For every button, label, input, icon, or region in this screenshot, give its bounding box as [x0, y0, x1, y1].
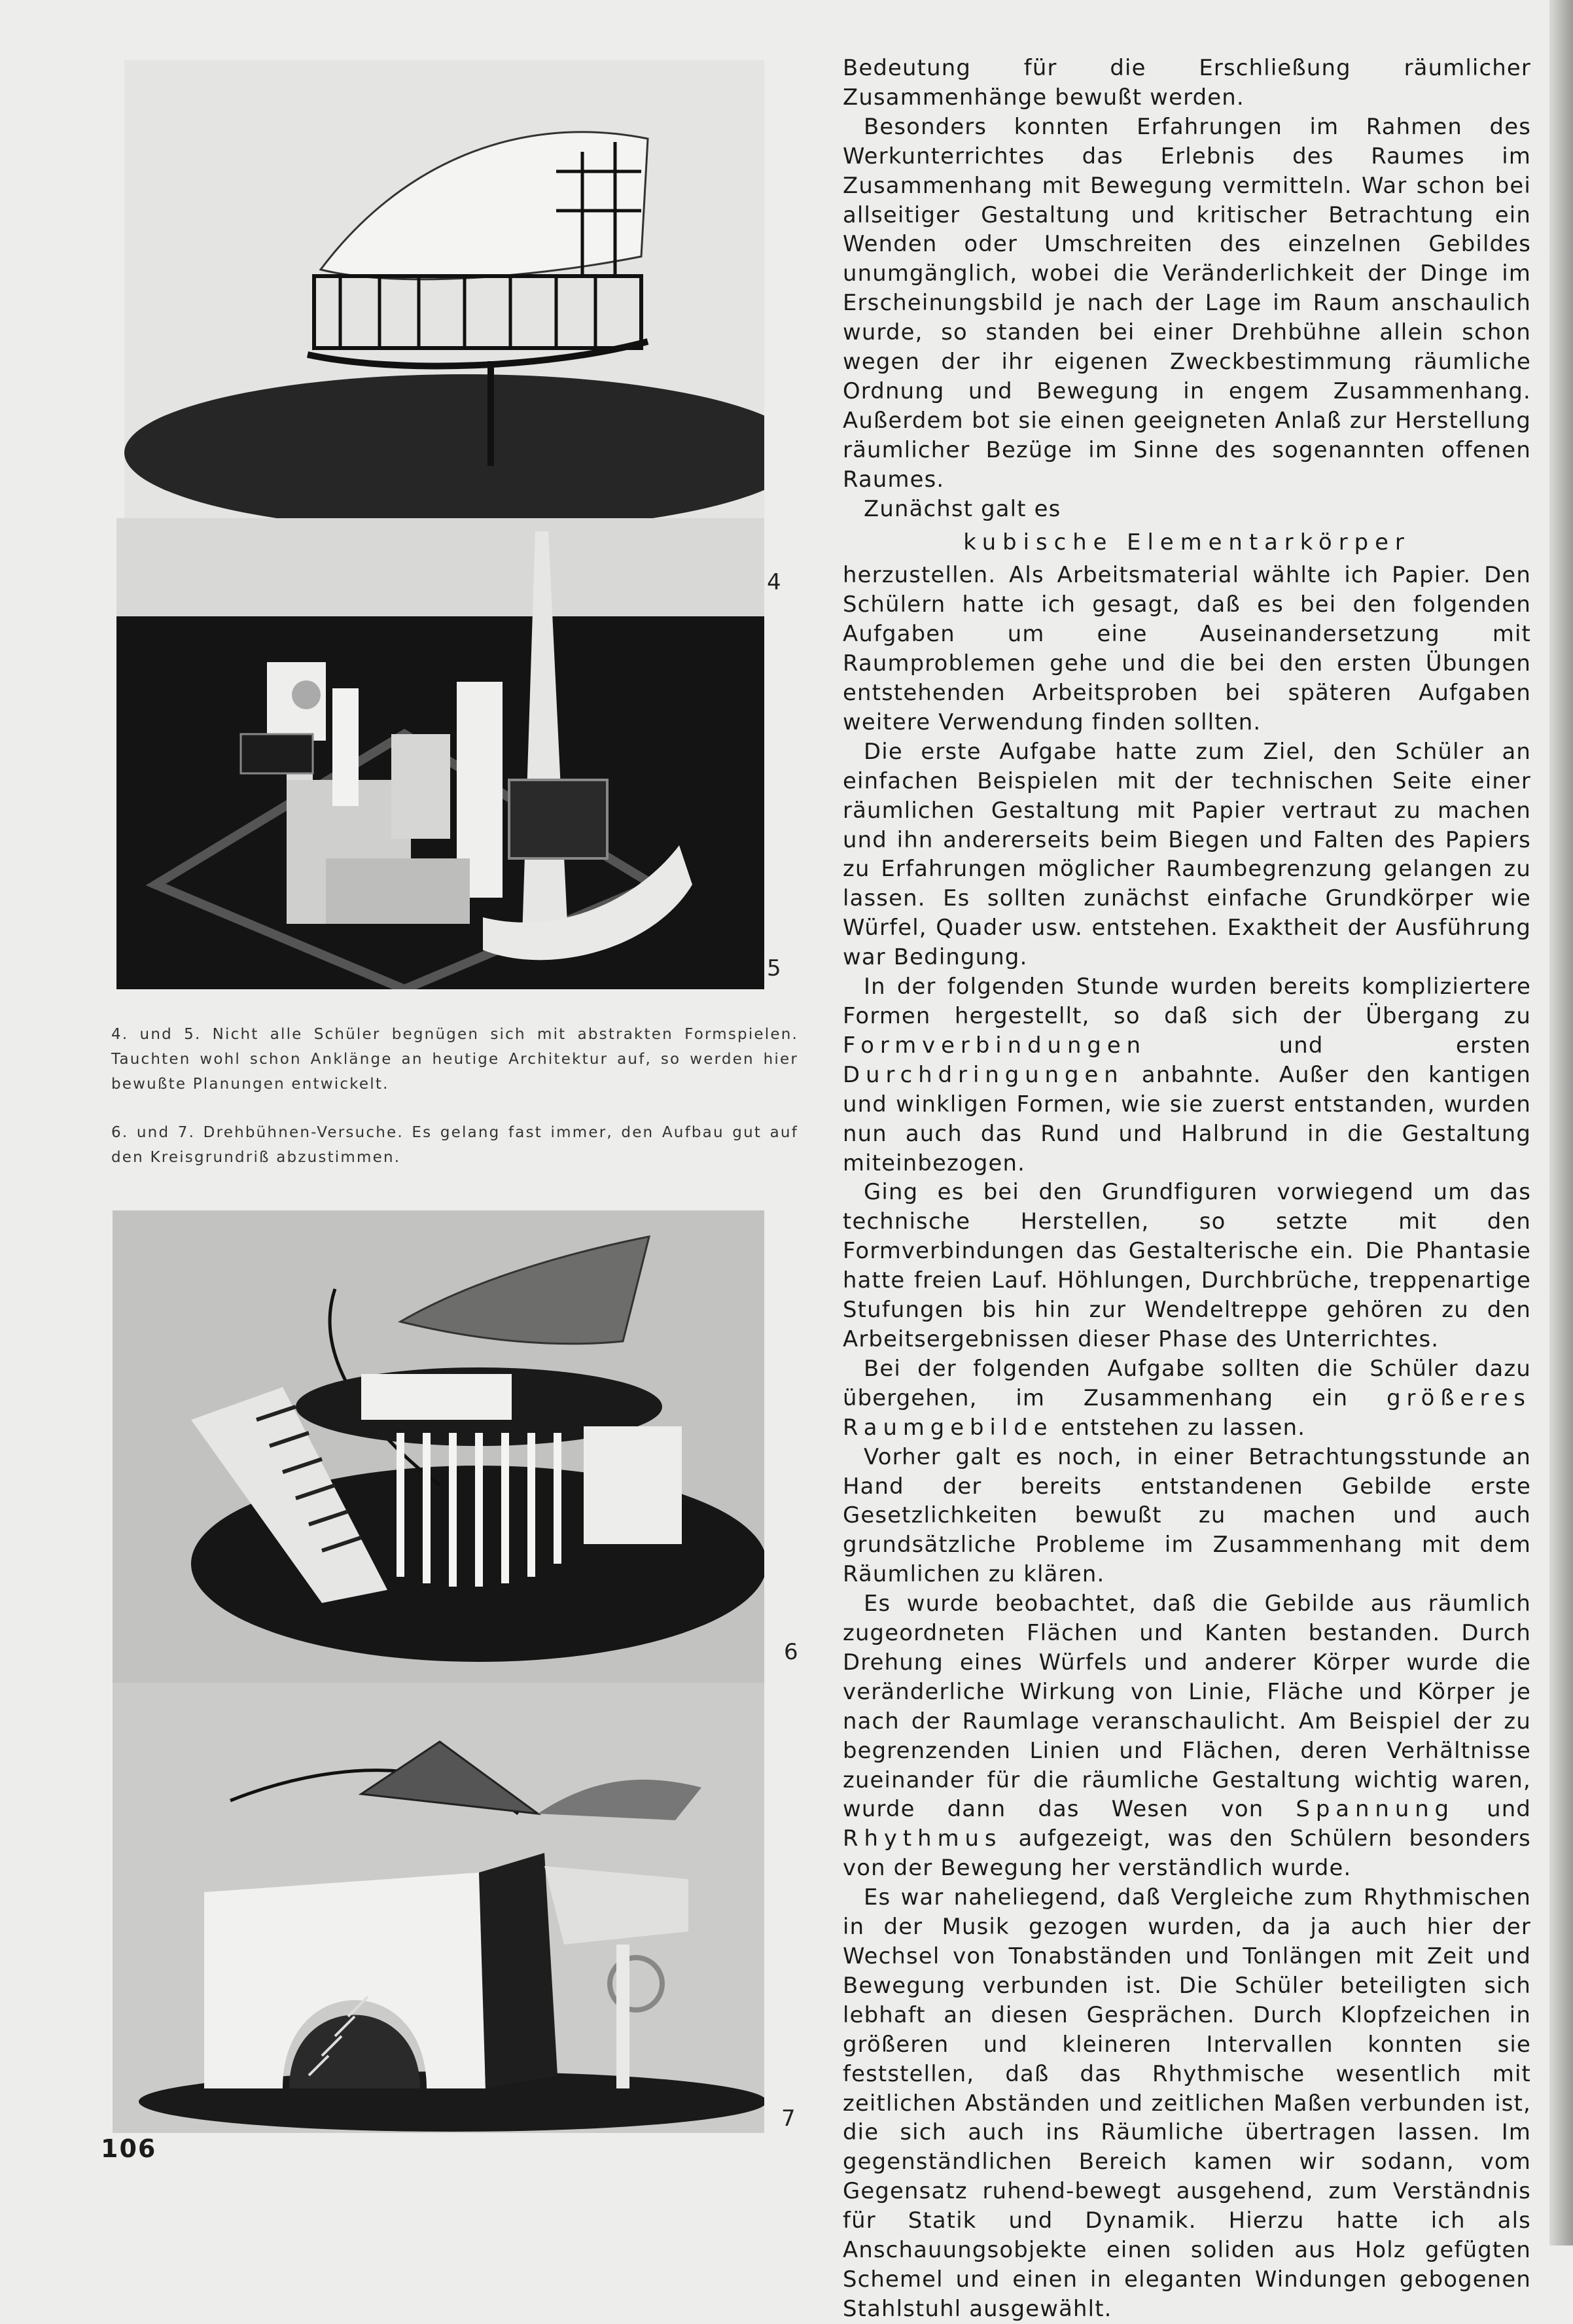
paragraph-6-part-a: In der folgenden Stunde wurden bereits kompliziertere Formen hergestellt, so daß sich der Übergang zu [843, 974, 1531, 1029]
paragraph-2: Besonders konnten Erfahrungen im Rahmen des Werkunterrichtes das Erlebnis des Raumes im Zusammenhang mit Bewegung vermitteln. War schon bei allseitiger Gestaltung und kritischer Betrachtung ein Wenden oder Umschreiten des einzelnen Gebildes unumgänglich, wobei die Veränderlichkeit der Dinge im Erscheinungsbild je nach der Lage im Raum anschaulich wurde, so standen bei einer Drehbühne allein schon wegen der ihr eigenen Zweckbestimmung räumliche Ordnung und Bewegung in engem Zusammenhang. Außerdem bot sie einen geeigneten Anlaß zur Herstellung räumlicher Bezüge im Sinne des sogenannten offenen Raumes. [843, 113, 1531, 492]
paragraph-5: Die erste Aufgabe hatte zum Ziel, den Schüler an einfachen Beispielen mit der technischen Seite einer räumlichen Gestaltung mit Papier vertraut zu machen und ihn andererseits beim Biegen und Falten des Papiers zu Erfahrungen möglicher Raumbegrenzung gelangen zu lassen. Es sollten zunächst einfache Grundkörper wie Würfel, Quader usw. entstehen. Exaktheit der Ausführung war Bedingung. [843, 738, 1531, 970]
paragraph-10-part-c: und [1455, 1796, 1532, 1822]
paragraph-1: Bedeutung für die Erschließung räumlicher Zusammenhänge bewußt werden. [843, 55, 1531, 110]
caption-text-4-5: 4. und 5. Nicht alle Schüler begnügen sich mit abstrakten Formspielen. Tauchten wohl schon Anklänge an heutige Architektur auf, so werden hier bewußte Planungen entwickelt. [111, 1026, 798, 1093]
paragraph-8-part-a: Bei der folgenden Aufgabe sollten die Schüler dazu übergehen, im Zusammenhang ein [843, 1355, 1531, 1411]
paragraph-10 [843, 1589, 1531, 1883]
figure-number-6: 6 [784, 1639, 798, 1665]
caption-text-6-7: 6. und 7. Drehbühnen-Versuche. Es gelang fast immer, den Aufbau gut auf den Kreisgrundriß abzustimmen. [111, 1124, 798, 1166]
figure-number-7: 7 [781, 2105, 796, 2132]
paragraph-10-part-a: Es wurde beobachtet, daß die Gebilde aus räumlich zugeordneten Flächen und Kanten bestanden. Durch Drehung eines Würfels und anderer Körper wurde die veränderliche Wirkung von Linie, Fläche und Körper je nach der Raumlage veranschaulicht. Am Beispiel der zu begrenzenden Linien und Flächen, deren Verhältnisse zueinander für die räumliche Gestaltung wichtig waren, wurde dann das Wesen von [843, 1591, 1531, 1822]
figure-number-5: 5 [767, 955, 781, 981]
term-spannung: Spannung [1296, 1796, 1455, 1822]
term-rhythmus: Rhythmus [843, 1825, 1002, 1852]
article-body [843, 54, 1531, 2324]
figure-caption-4-5 [111, 1022, 798, 1097]
paragraph-6-part-c: und ersten [1146, 1032, 1531, 1058]
term-groesseres-raumgebilde: größeres Raumgebilde [843, 1384, 1531, 1440]
paragraph-7: Ging es bei den Grundfiguren vorwiegend um das technische Herstellen, so setzte mit den Formverbindungen das Gestalterische ein. Die Phantasie hatte freien Lauf. Höhlungen, Durchbrüche, treppenartige Stufungen bis hin zur Wendeltreppe gehören zu den Arbeitsergebnissen dieser Phase des Unterrichtes. [843, 1179, 1531, 1352]
model-drawing-4 [124, 60, 764, 518]
term-durchdringungen: Durchdringungen [843, 1061, 1124, 1087]
paragraph-8 [843, 1354, 1531, 1443]
figure-caption-6-7 [111, 1120, 798, 1170]
paragraph-3: Zunächst galt es [864, 495, 1061, 521]
paragraph-4: herzustellen. Als Arbeitsmaterial wählte ich Papier. Den Schülern hatte ich gesagt, daß es bei den folgenden Aufgaben um eine Auseinandersetzung mit Raumproblemen gehe und die bei den ersten Übungen entstehenden Arbeitsproben bei späteren Aufgaben weitere Verwendung finden sollten. [843, 562, 1531, 735]
photo-figure-4 [124, 60, 764, 518]
model-drawing-7 [113, 1683, 764, 2133]
paragraph-8-part-c: entstehen zu lassen. [1053, 1414, 1306, 1440]
photo-figure-5 [116, 518, 764, 989]
paragraph-6-part-e: anbahnte. Außer den kantigen und winkligen Formen, wie sie zuerst entstanden, wurden nun auch das Rund und Halbrund in die Gestaltung miteinbezogen. [843, 1061, 1531, 1176]
model-drawing-6 [113, 1210, 764, 1683]
photo-figure-7 [113, 1683, 764, 2133]
section-heading: kubische Elementarkörper [963, 529, 1411, 555]
paragraph-11: Es war naheliegend, daß Vergleiche zum Rhythmischen in der Musik gezogen wurden, da ja auch hier der Wechsel von Tonabständen und Tonlängen mit Zeit und Bewegung verbunden ist. Die Schüler beteiligten sich lebhaft an diesen Gesprächen. Durch Klopfzeichen in größeren und kleineren Intervallen konnten sie feststellen, daß das Rhythmische wesentlich mit zeitlichen Abständen und zeitlichen Maßen verbunden ist, die sich auch ins Räumliche übertragen lassen. Im gegenständlichen Bereich kamen wir sodann, vom Gegensatz ruhend-bewegt ausgehend, zum Verständnis für Statik und Dynamik. Hierzu hatte ich als Anschauungsobjekte einen soliden aus Holz gefügten Schemel und einen in eleganten Windungen gebogenen Stahlstuhl ausgewählt. [843, 1884, 1531, 2321]
paragraph-6 [843, 972, 1531, 1178]
photo-figure-6 [113, 1210, 764, 1683]
term-formverbindungen: Formverbindungen [843, 1032, 1147, 1058]
figure-number-4: 4 [767, 569, 781, 595]
page-edge [1549, 0, 1573, 2245]
paragraph-10-part-e: aufgezeigt, was den Schülern besonders von der Bewegung her verständlich wurde. [843, 1825, 1531, 1881]
paragraph-9: Vorher galt es noch, in einer Betrachtungsstunde an Hand der bereits entstandenen Gebilde erste Gesetzlichkeiten bewußt zu machen und auch grundsätzliche Probleme im Zusammenhang mit dem Räumlichen zu klären. [843, 1443, 1531, 1587]
page-number: 106 [101, 2134, 157, 2163]
model-drawing-5 [116, 518, 764, 989]
